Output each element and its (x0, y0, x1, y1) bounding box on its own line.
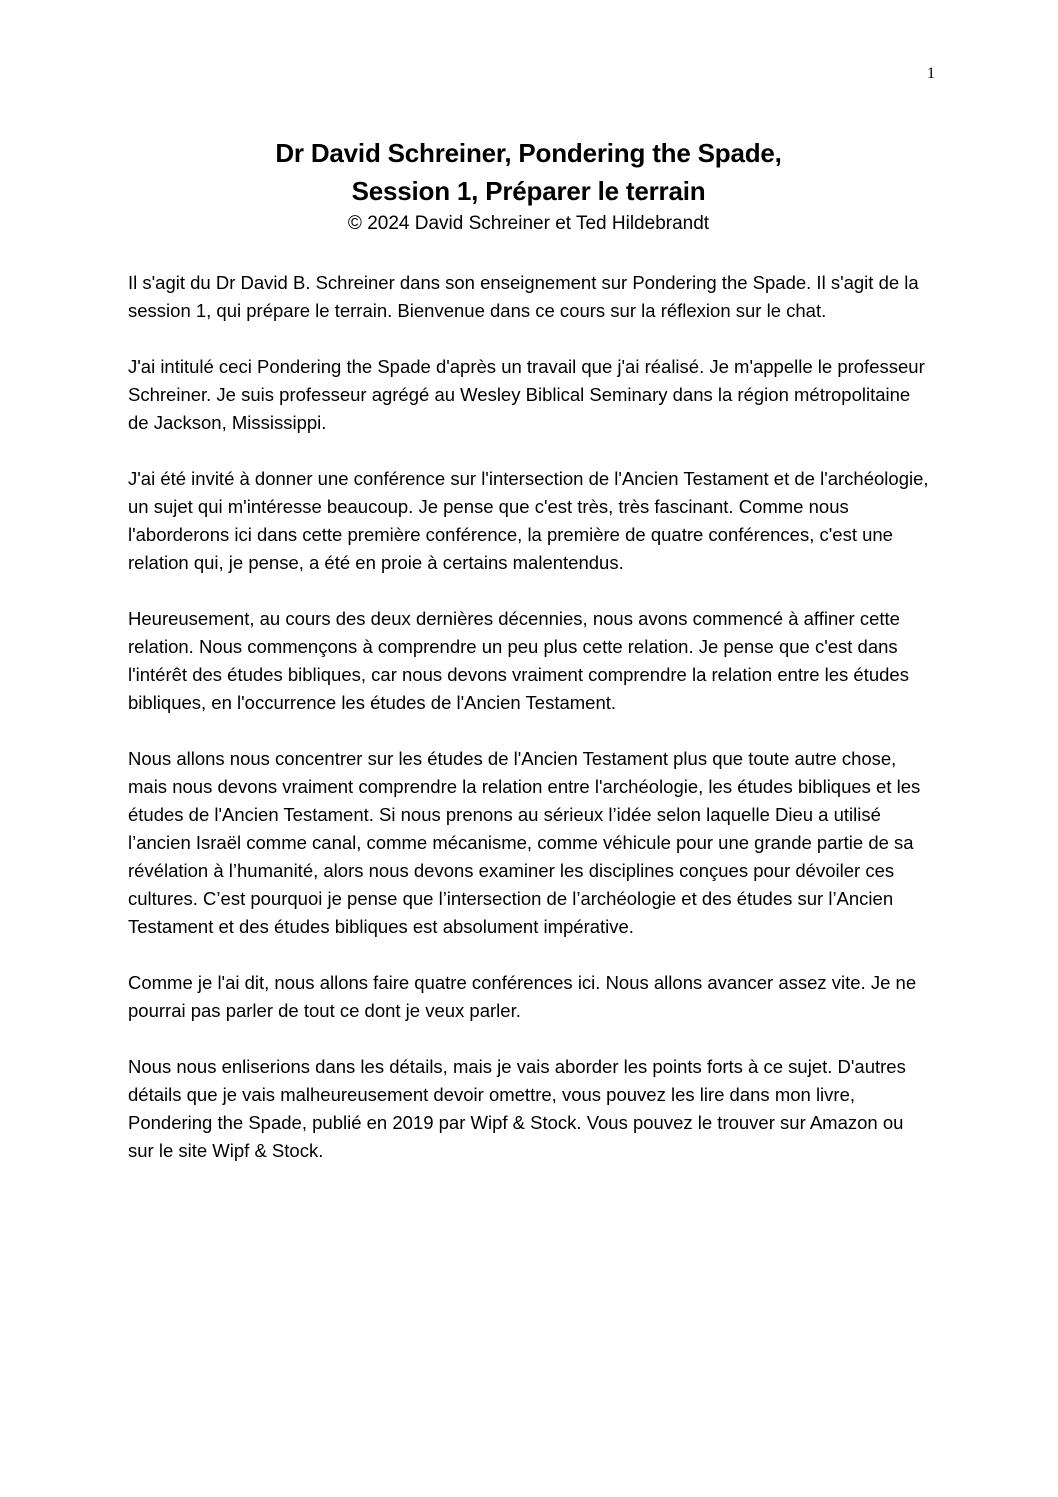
paragraph: Heureusement, au cours des deux dernières décennies, nous avons commencé à affiner cette relation. Nous commençons à comprendre un peu plus cette relation. Je pense que c'est dans l'intérêt des études bibliques, car nous devons vraiment comprendre la relation entre les études bibliques, en l'occurrence les études de l'Ancien Testament. (128, 608, 909, 713)
paragraph: Comme je l'ai dit, nous allons faire quatre conférences ici. Nous allons avancer assez vite. Je ne pourrai pas parler de tout ce dont je veux parler. (128, 972, 917, 1021)
document-body (128, 269, 933, 1193)
paragraph: Il s'agit du Dr David B. Schreiner dans son enseignement sur Pondering the Spade. Il s'agit de la session 1, qui prépare le terrain. Bienvenue dans ce cours sur la réflexion sur le chat. (128, 272, 919, 321)
copyright-line: © 2024 David Schreiner et Ted Hildebrandt (347, 213, 710, 234)
paragraph: J'ai été invité à donner une conférence sur l'intersection de l'Ancien Testament et de l'archéologie, un sujet qui m'intéresse beaucoup. Je pense que c'est très, très fascinant. Comme nous l'aborderons ici dans cette première conférence, la première de quatre conférences, c'est une relation qui, je pense, a été en proie à certains malentendus. (128, 468, 929, 573)
paragraph: Nous allons nous concentrer sur les études de l'Ancien Testament plus que toute autre chose, mais nous devons vraiment comprendre la relation entre l'archéologie, les études bibliques et les études de l'Ancien Testament. Si nous prenons au sérieux l’idée selon laquelle Dieu a utilisé l’ancien Israël comme canal, comme mécanisme, comme véhicule pour une grande partie de sa révélation à l’humanité, alors nous devons examiner les disciplines conçues pour dévoiler ces cultures. C’est pourquoi je pense que l’intersection de l’archéologie et des études sur l’Ancien Testament et des études bibliques est absolument impérative. (128, 748, 921, 937)
paragraph: Nous nous enliserions dans les détails, mais je vais aborder les points forts à ce sujet. D'autres détails que je vais malheureusement devoir omettre, vous pouvez les lire dans mon livre, Pondering the Spade, publié en 2019 par Wipf & Stock. Vous pouvez le trouver sur Amazon ou sur le site Wipf & Stock. (128, 1056, 906, 1161)
page-number: 1 (927, 65, 935, 82)
title-line-2: Session 1, Préparer le terrain (351, 176, 706, 206)
title-block (128, 134, 929, 236)
paragraph: J'ai intitulé ceci Pondering the Spade d'après un travail que j'ai réalisé. Je m'appelle le professeur Schreiner. Je suis professeur agrégé au Wesley Biblical Seminary dans la région métropolitaine de Jackson, Mississippi. (128, 356, 925, 433)
title-line-1: Dr David Schreiner, Pondering the Spade, (275, 138, 782, 168)
